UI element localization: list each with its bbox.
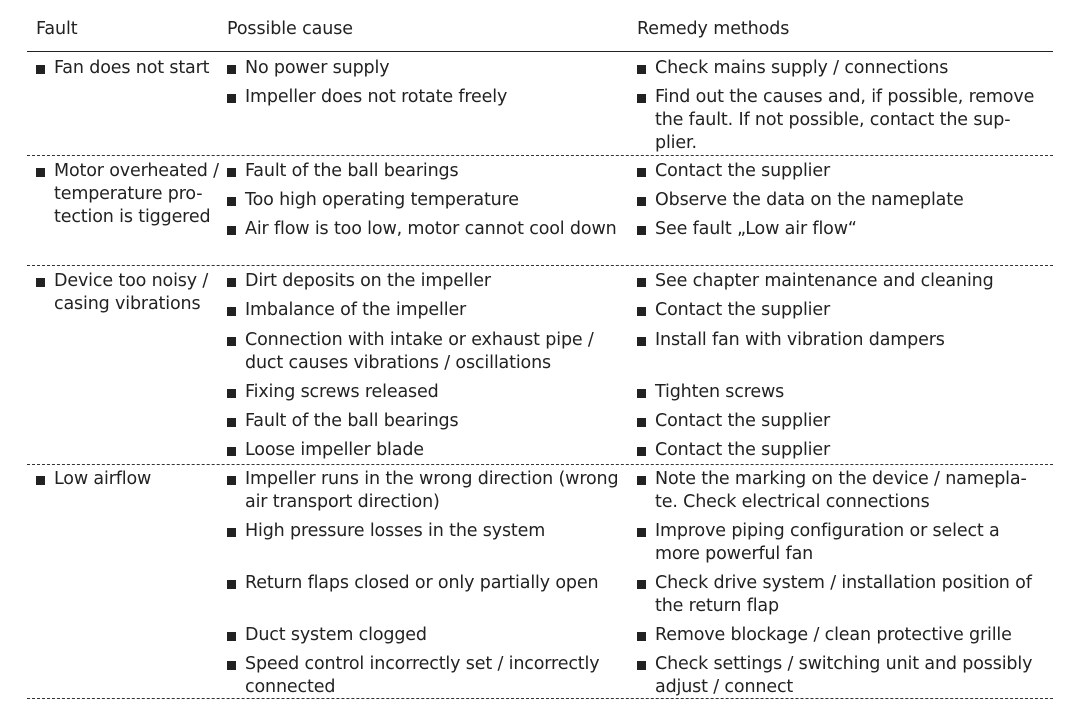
bullet-icon <box>227 447 236 456</box>
troubleshooting-table <box>27 0 1053 699</box>
table-header <box>27 0 1053 52</box>
table-row <box>27 266 1053 465</box>
remedy-item: See chapter maintenance and cleaning <box>637 270 1042 293</box>
bullet-icon <box>637 580 646 589</box>
bullet-icon <box>36 476 45 485</box>
cause-item: Speed control incorrectly set / incorrectly connected <box>227 653 622 699</box>
remedy-item: Check drive system / installation position of the return flap <box>637 572 1042 618</box>
bullet-icon <box>637 389 646 398</box>
bullet-icon <box>637 661 646 670</box>
fault-item: Device too noisy / casing vibrations <box>36 270 226 316</box>
bullet-icon <box>637 476 646 485</box>
bullet-icon <box>227 168 236 177</box>
remedy-item: Remove blockage / clean protective grille <box>637 624 1042 647</box>
cause-item: Return flaps closed or only partially open <box>227 572 622 595</box>
bullet-icon <box>637 226 646 235</box>
cause-item: Air flow is too low, motor cannot cool down <box>227 218 622 241</box>
fault-item: Fan does not start <box>36 57 226 80</box>
cause-item: Fault of the ball bearings <box>227 410 622 433</box>
cause-item: Too high operating temperature <box>227 189 622 212</box>
remedy-item: Note the marking on the device / namepla-te. Check electrical connections <box>637 468 1042 514</box>
bullet-icon <box>637 65 646 74</box>
table-row <box>27 52 1053 156</box>
remedy-item: Contact the supplier <box>637 439 1042 462</box>
remedy-item: Contact the supplier <box>637 299 1042 322</box>
cause-item: Fault of the ball bearings <box>227 160 622 183</box>
bullet-icon <box>637 94 646 103</box>
cause-item: Duct system clogged <box>227 624 622 647</box>
bullet-icon <box>227 661 236 670</box>
cause-item: Loose impeller blade <box>227 439 622 462</box>
bullet-icon <box>637 632 646 641</box>
bullet-icon <box>227 580 236 589</box>
bullet-icon <box>227 389 236 398</box>
bullet-icon <box>227 226 236 235</box>
bullet-icon <box>227 65 236 74</box>
header-remedy-methods: Remedy methods <box>637 19 790 39</box>
bullet-icon <box>637 197 646 206</box>
fault-item: Low airflow <box>36 468 226 491</box>
bullet-icon <box>227 632 236 641</box>
table-row <box>27 156 1053 266</box>
remedy-item: Observe the data on the nameplate <box>637 189 1042 212</box>
header-fault: Fault <box>36 19 78 39</box>
bullet-icon <box>227 94 236 103</box>
bullet-icon <box>227 278 236 287</box>
remedy-item: Install fan with vibration dampers <box>637 329 1042 352</box>
bullet-icon <box>227 197 236 206</box>
remedy-item: Find out the causes and, if possible, remove the fault. If not possible, contact the sup-plier. <box>637 86 1042 155</box>
remedy-item: Tighten screws <box>637 381 1042 404</box>
remedy-item: Check settings / switching unit and possibly adjust / connect <box>637 653 1042 699</box>
bullet-icon <box>637 418 646 427</box>
remedy-item: Check mains supply / connections <box>637 57 1042 80</box>
cause-item: Impeller does not rotate freely <box>227 86 622 109</box>
cause-item: Impeller runs in the wrong direction (wrong air transport direction) <box>227 468 622 514</box>
bullet-icon <box>227 337 236 346</box>
bullet-icon <box>637 168 646 177</box>
remedy-item: See fault „Low air flow“ <box>637 218 1042 241</box>
cause-item: Connection with intake or exhaust pipe / duct causes vibrations / oscillations <box>227 329 622 375</box>
bullet-icon <box>637 447 646 456</box>
table-row <box>27 465 1053 699</box>
bullet-icon <box>637 307 646 316</box>
bullet-icon <box>227 476 236 485</box>
cause-item: High pressure losses in the system <box>227 520 622 543</box>
cause-item: No power supply <box>227 57 622 80</box>
cause-item: Fixing screws released <box>227 381 622 404</box>
bullet-icon <box>227 307 236 316</box>
bullet-icon <box>637 337 646 346</box>
bullet-icon <box>637 278 646 287</box>
cause-item: Dirt deposits on the impeller <box>227 270 622 293</box>
bullet-icon <box>227 418 236 427</box>
remedy-item: Contact the supplier <box>637 410 1042 433</box>
bullet-icon <box>637 528 646 537</box>
bullet-icon <box>36 65 45 74</box>
cause-item: Imbalance of the impeller <box>227 299 622 322</box>
remedy-item: Contact the supplier <box>637 160 1042 183</box>
bullet-icon <box>36 278 45 287</box>
header-possible-cause: Possible cause <box>227 19 353 39</box>
bullet-icon <box>227 528 236 537</box>
bullet-icon <box>36 168 45 177</box>
fault-item: Motor overheated / temperature pro-tection is tiggered <box>36 160 226 229</box>
remedy-item: Improve piping configuration or select a more powerful fan <box>637 520 1042 566</box>
